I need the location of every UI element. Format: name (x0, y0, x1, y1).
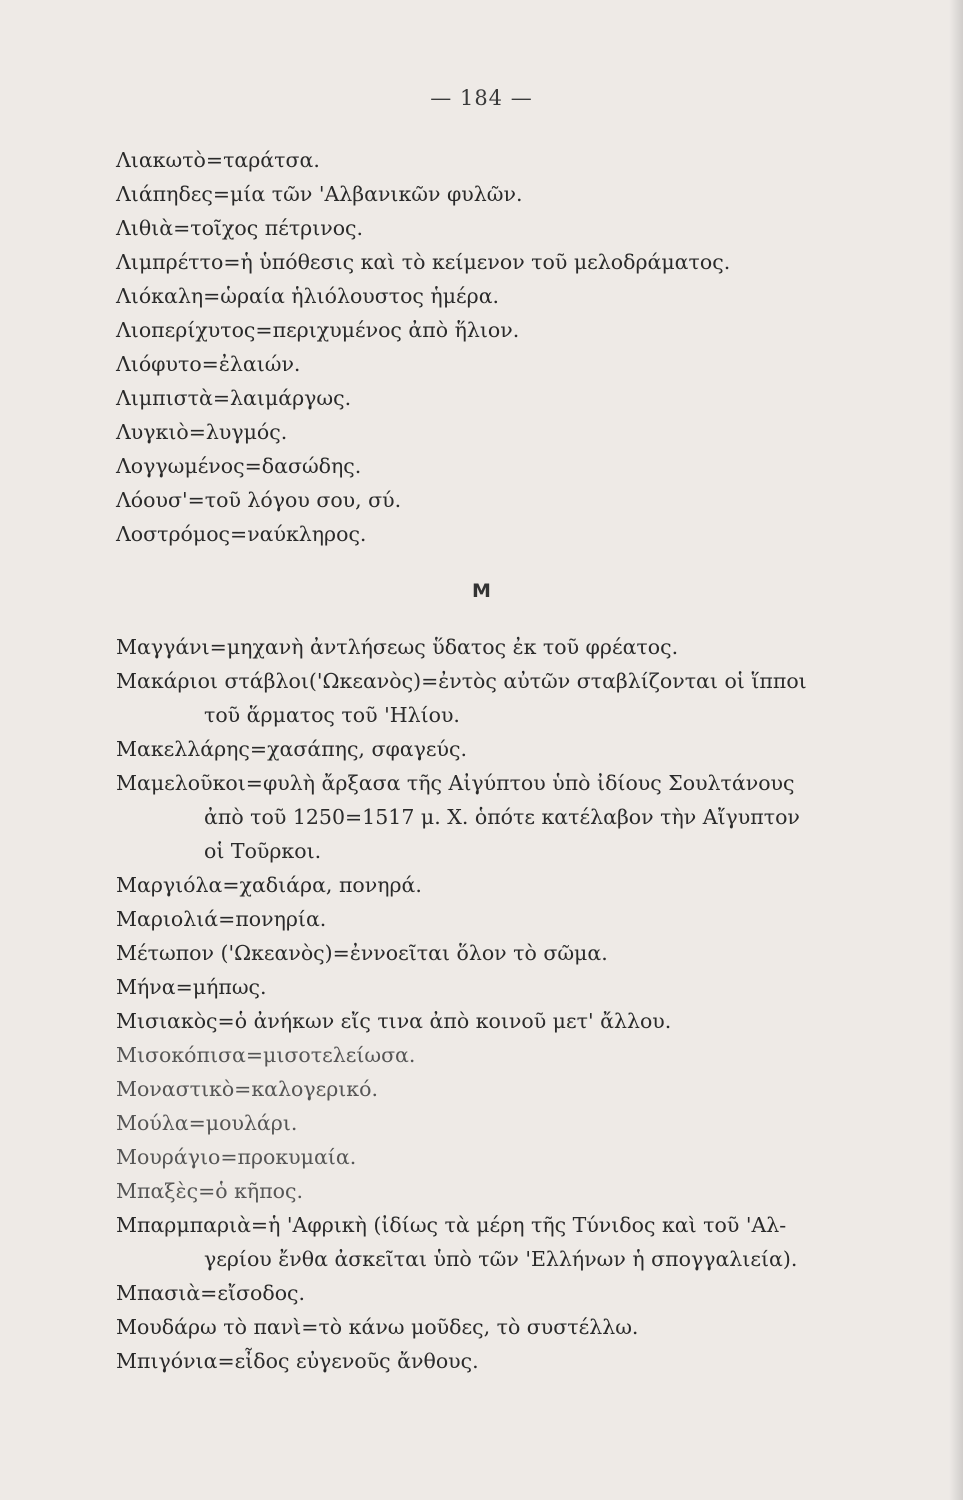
entry-m-8 (116, 1004, 906, 1038)
entry-m-4 (116, 868, 906, 902)
entry-m-5 (116, 902, 906, 936)
entry-before-10: Λόουσ'=τοῦ λόγου σου, σύ. (116, 488, 402, 512)
entry-m-15 (116, 1276, 906, 1310)
entry-m-13 (116, 1174, 906, 1208)
entry-m-9 (116, 1038, 906, 1072)
entry-before-0: Λιακωτὸ=ταράτσα. (116, 148, 320, 172)
page-number: — 184 — (430, 86, 533, 110)
entry-text: Μακελλάρης=χασάπης, σφαγεύς. (116, 737, 467, 761)
entry-m-16 (116, 1310, 906, 1344)
entry-m-14 (116, 1208, 906, 1276)
entry-before-3: Λιμπρέττο=ἡ ὑπόθεσις καὶ τὸ κείμενον τοῦ μελοδράματος. (116, 250, 731, 274)
entry-text: Μπαρμπαριὰ=ἡ 'Αφρικὴ (ἰδίως τὰ μέρη τῆς Τύνιδος καὶ τοῦ 'Αλ- (116, 1213, 787, 1237)
entry-before-2: Λιθιὰ=τοῖχος πέτρινος. (116, 216, 364, 240)
entry-continuation: οἱ Τοῦρκοι. (204, 839, 322, 863)
entry-before-9: Λογγωμένος=δασώδης. (116, 454, 362, 478)
entry-text: Μουδάρω τὸ πανὶ=τὸ κάνω μοῦδες, τὸ συστέλλω. (116, 1315, 639, 1339)
entry-before-11: Λοστρόμος=ναύκληρος. (116, 522, 367, 546)
entry-before-6: Λιόφυτο=ἐλαιών. (116, 352, 301, 376)
entry-m-10 (116, 1072, 906, 1106)
entry-m-11 (116, 1106, 906, 1140)
entry-before-5: Λιοπερίχυτος=περιχυμένος ἀπὸ ἥλιον. (116, 318, 520, 342)
entry-text: Μισιακὸς=ὁ ἀνήκων εἴς τινα ἀπὸ κοινοῦ μετ' ἄλλου. (116, 1009, 672, 1033)
entry-text: Μουράγιο=προκυμαία. (116, 1145, 357, 1169)
entry-m-3 (116, 766, 906, 868)
entry-before-8: Λυγκιὸ=λυγμός. (116, 420, 288, 444)
entry-m-0 (116, 630, 906, 664)
entry-text: Μαγγάνι=μηχανὴ ἀντλήσεως ὕδατος ἐκ τοῦ φρέατος. (116, 635, 679, 659)
entry-text: Μήνα=μήπως. (116, 975, 267, 999)
entry-continuation: ἀπὸ τοῦ 1250=1517 μ. Χ. ὁπότε κατέλαβον τὴν Αἴγυπτον (204, 805, 800, 829)
entry-before-4: Λιόκαλη=ὡραία ἡλιόλουστος ἡμέρα. (116, 284, 500, 308)
page-spine-shadow (949, 0, 963, 1500)
entry-m-17 (116, 1344, 906, 1378)
entry-m-6 (116, 936, 906, 970)
entry-text: Μακάριοι στάβλοι('Ωκεανὸς)=ἐντὸς αὐτῶν σταβλίζονται οἱ ἵπποι (116, 669, 807, 693)
entry-continuation: τοῦ ἅρματος τοῦ 'Ηλίου. (204, 703, 460, 727)
section-letter-heading: M (472, 580, 491, 602)
entry-text: Μαριολιά=πονηρία. (116, 907, 327, 931)
entry-m-1 (116, 664, 906, 732)
entry-m-12 (116, 1140, 906, 1174)
entry-text: Μαργιόλα=χαδιάρα, πονηρά. (116, 873, 422, 897)
entry-text: Μαμελοῦκοι=φυλὴ ἄρξασα τῆς Αἰγύπτου ὑπὸ ἰδίους Σουλτάνους (116, 771, 795, 795)
entry-text: Μπιγόνια=εἶδος εὐγενοῦς ἄνθους. (116, 1349, 479, 1373)
entry-before-1: Λιάπηδες=μία τῶν 'Αλβανικῶν φυλῶν. (116, 182, 523, 206)
entry-text: Μπαξὲς=ὁ κῆπος. (116, 1179, 304, 1203)
entry-text: Μισοκόπισα=μισοτελείωσα. (116, 1043, 416, 1067)
entry-text: Μέτωπον ('Ωκεανὸς)=ἐννοεῖται ὅλον τὸ σῶμα. (116, 941, 608, 965)
entry-m-7 (116, 970, 906, 1004)
entry-continuation: γερίου ἔνθα ἀσκεῖται ὑπὸ τῶν 'Ελλήνων ἡ σπογγαλιεία). (204, 1247, 798, 1271)
entry-text: Μπασιὰ=εἴσοδος. (116, 1281, 306, 1305)
entry-before-7: Λιμπιστὰ=λαιμάργως. (116, 386, 352, 410)
entry-text: Μούλα=μουλάρι. (116, 1111, 298, 1135)
entry-m-2 (116, 732, 906, 766)
entry-text: Μοναστικὸ=καλογερικό. (116, 1077, 378, 1101)
